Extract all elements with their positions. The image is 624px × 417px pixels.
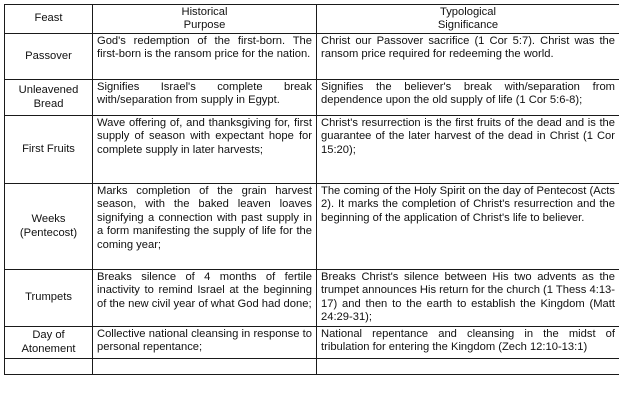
header-typological-line1: Typological: [440, 5, 496, 18]
typological-significance-cell: The coming of the Holy Spirit on the day of Pentecost (Acts 2). It marks the completion of Christ's resurrection and the beginning of the application of Christ's life to believer.: [317, 184, 620, 270]
table-row: [5, 80, 620, 116]
header-feast-label: Feast: [34, 12, 63, 25]
feast-name-line2: Bread: [33, 97, 64, 110]
feast-cell: [5, 116, 93, 184]
typological-significance-cell: National repentance and cleansing in the midst of tribulation for entering the Kingdom (Zech 12:10-13:1): [317, 327, 620, 359]
feast-name-line1: Unleavened: [18, 84, 79, 97]
historical-purpose-cell: God's redemption of the first-born. The first-born is the ransom price for the nation.: [93, 34, 317, 80]
typological-significance-cell: [317, 359, 620, 375]
header-feast: [5, 5, 93, 34]
feasts-table: [4, 4, 619, 375]
feast-name-line1: Day of: [32, 329, 65, 342]
header-typological-line2: Significance: [437, 19, 499, 31]
feast-name-line2: Atonement: [21, 342, 76, 355]
header-row: [5, 5, 620, 34]
document-page: [4, 4, 619, 417]
typological-significance-cell: Christ's resurrection is the first fruits of the dead and is the guarantee of the later harvest of the dead in Christ (1 Cor 15:20);: [317, 116, 620, 184]
table-row: [5, 184, 620, 270]
feast-cell: [5, 34, 93, 80]
feast-cell: [5, 184, 93, 270]
feast-name-line2: (Pentecost): [19, 226, 78, 239]
typological-significance-cell: Signifies the believer's break with/separation from dependence upon the old supply of life (1 Cor 5:6-8);: [317, 80, 620, 116]
typological-significance-cell: Breaks Christ's silence between His two advents as the trumpet announces His return for the church (1 Thess 4:13-17) and then to the earth to establish the Kingdom (Matt 24:29-31);: [317, 270, 620, 327]
feast-name-line1: Passover: [25, 49, 72, 62]
historical-purpose-cell: [93, 359, 317, 375]
feast-cell: [5, 80, 93, 116]
header-typological-significance: [317, 5, 620, 34]
historical-purpose-cell: Marks completion of the grain harvest season, with the baked leaven loaves signifying a connection with past supply in a form manifesting the supply of life for the coming year;: [93, 184, 317, 270]
table-row: [5, 270, 620, 327]
header-historical-purpose: [93, 5, 317, 34]
table-row: [5, 116, 620, 184]
historical-purpose-cell: Collective national cleansing in response to personal repentance;: [93, 327, 317, 359]
typological-significance-cell: Christ our Passover sacrifice (1 Cor 5:7). Christ was the ransom price required for redeeming the world.: [317, 34, 620, 80]
feast-name-line1: Weeks: [31, 213, 66, 226]
table-row-cut-off: [5, 359, 620, 375]
feast-cell: [5, 270, 93, 327]
feast-name-line1: Trumpets: [25, 291, 72, 304]
historical-purpose-cell: Wave offering of, and thanksgiving for, first supply of season with expectant hope for complete supply in later harvests;: [93, 116, 317, 184]
feast-cell: [5, 359, 93, 375]
feast-name-line1: First Fruits: [22, 142, 75, 155]
table-row: [5, 34, 620, 80]
feast-cell: [5, 327, 93, 359]
table-row: [5, 327, 620, 359]
header-historical-line1: Historical: [181, 5, 228, 18]
header-historical-line2: Purpose: [183, 19, 226, 31]
historical-purpose-cell: Breaks silence of 4 months of fertile inactivity to remind Israel at the beginning of the new civil year of what God had done;: [93, 270, 317, 327]
historical-purpose-cell: Signifies Israel's complete break with/separation from supply in Egypt.: [93, 80, 317, 116]
